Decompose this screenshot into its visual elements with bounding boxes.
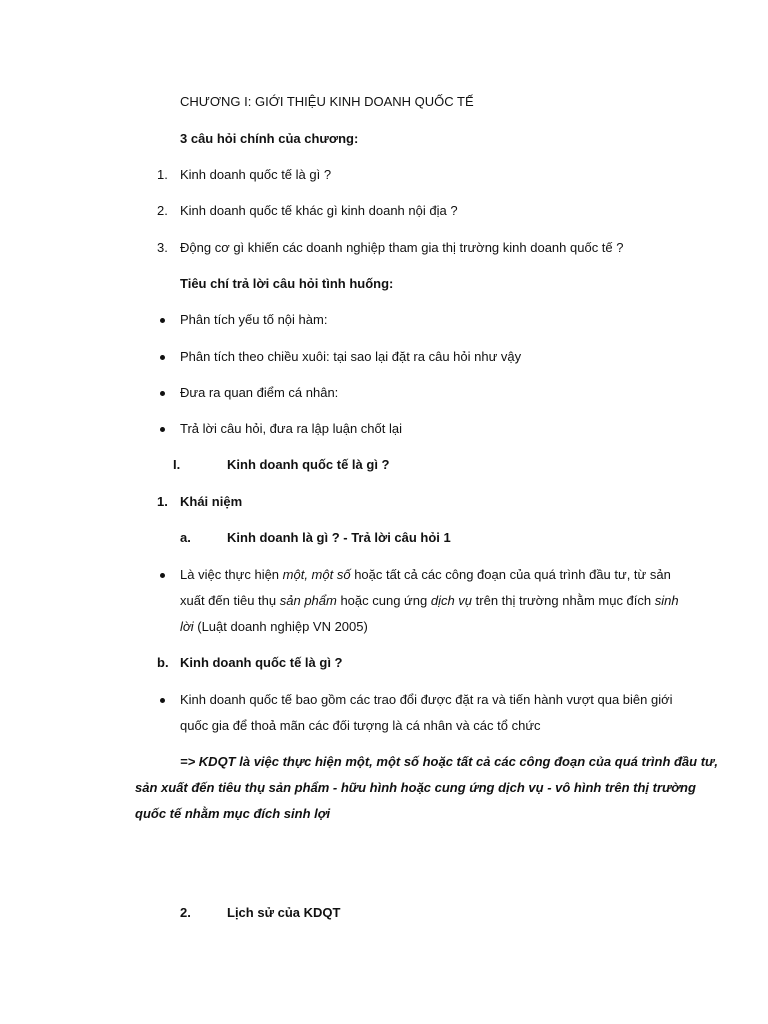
bullet-icon [160, 318, 165, 323]
questions-heading: 3 câu hỏi chính của chương: [180, 131, 359, 146]
section-title: Kinh doanh quốc tế là gì ? [227, 457, 390, 472]
bullet-icon [160, 355, 165, 360]
summary-line: quốc tế nhằm mục đích sinh lợi [135, 806, 331, 821]
subsection-number: 2. [180, 905, 191, 920]
definition-line: xuất đến tiêu thụ sản phẩm hoặc cung ứng dịch vụ trên thị trường nhằm mục đích sinh [180, 593, 679, 608]
subsubsection-letter: b. [157, 655, 169, 670]
definition-line: Là việc thực hiện một, một số hoặc tất cả các công đoạn của quá trình đầu tư, từ sản [180, 567, 671, 582]
subsection-title: Lịch sử của KDQT [227, 905, 341, 920]
page-title: CHƯƠNG I: GIỚI THIỆU KINH DOANH QUỐC TẾ [180, 94, 474, 109]
question-number: 2. [157, 203, 168, 218]
summary-line: sản xuất đến tiêu thụ sản phẩm - hữu hình hoặc cung ứng dịch vụ - vô hình trên thị trường [135, 780, 696, 795]
criteria-item: Trả lời câu hỏi, đưa ra lập luận chốt lại [180, 421, 402, 436]
subsubsection-title: Kinh doanh quốc tế là gì ? [180, 655, 343, 670]
bullet-icon [160, 391, 165, 396]
subsection-title: Khái niệm [180, 494, 243, 509]
criteria-item: Phân tích theo chiều xuôi: tại sao lại đặt ra câu hỏi như vậy [180, 349, 522, 364]
criteria-item: Phân tích yếu tố nội hàm: [180, 312, 328, 327]
bullet-icon [160, 698, 165, 703]
subsubsection-title: Kinh doanh là gì ? - Trả lời câu hỏi 1 [227, 530, 451, 545]
criteria-item: Đưa ra quan điểm cá nhân: [180, 385, 339, 400]
criteria-heading: Tiêu chí trả lời câu hỏi tình huống: [180, 276, 394, 291]
subsubsection-letter: a. [180, 530, 191, 545]
summary-line: => KDQT là việc thực hiện một, một số hoặc tất cả các công đoạn của quá trình đầu tư, [180, 754, 718, 769]
definition-line: quốc gia để thoả mãn các đối tượng là cá nhân và các tổ chức [180, 718, 541, 733]
bullet-icon [160, 573, 165, 578]
question-text: Động cơ gì khiến các doanh nghiệp tham gia thị trường kinh doanh quốc tế ? [180, 240, 624, 255]
question-text: Kinh doanh quốc tế là gì ? [180, 167, 332, 182]
question-number: 1. [157, 167, 168, 182]
question-text: Kinh doanh quốc tế khác gì kinh doanh nội địa ? [180, 203, 458, 218]
question-number: 3. [157, 240, 168, 255]
definition-line: Kinh doanh quốc tế bao gồm các trao đổi được đặt ra và tiến hành vượt qua biên giới [180, 692, 673, 707]
definition-line: lời (Luật doanh nghiệp VN 2005) [180, 619, 368, 634]
subsection-number: 1. [157, 494, 168, 509]
bullet-icon [160, 427, 165, 432]
section-number: I. [173, 457, 181, 472]
